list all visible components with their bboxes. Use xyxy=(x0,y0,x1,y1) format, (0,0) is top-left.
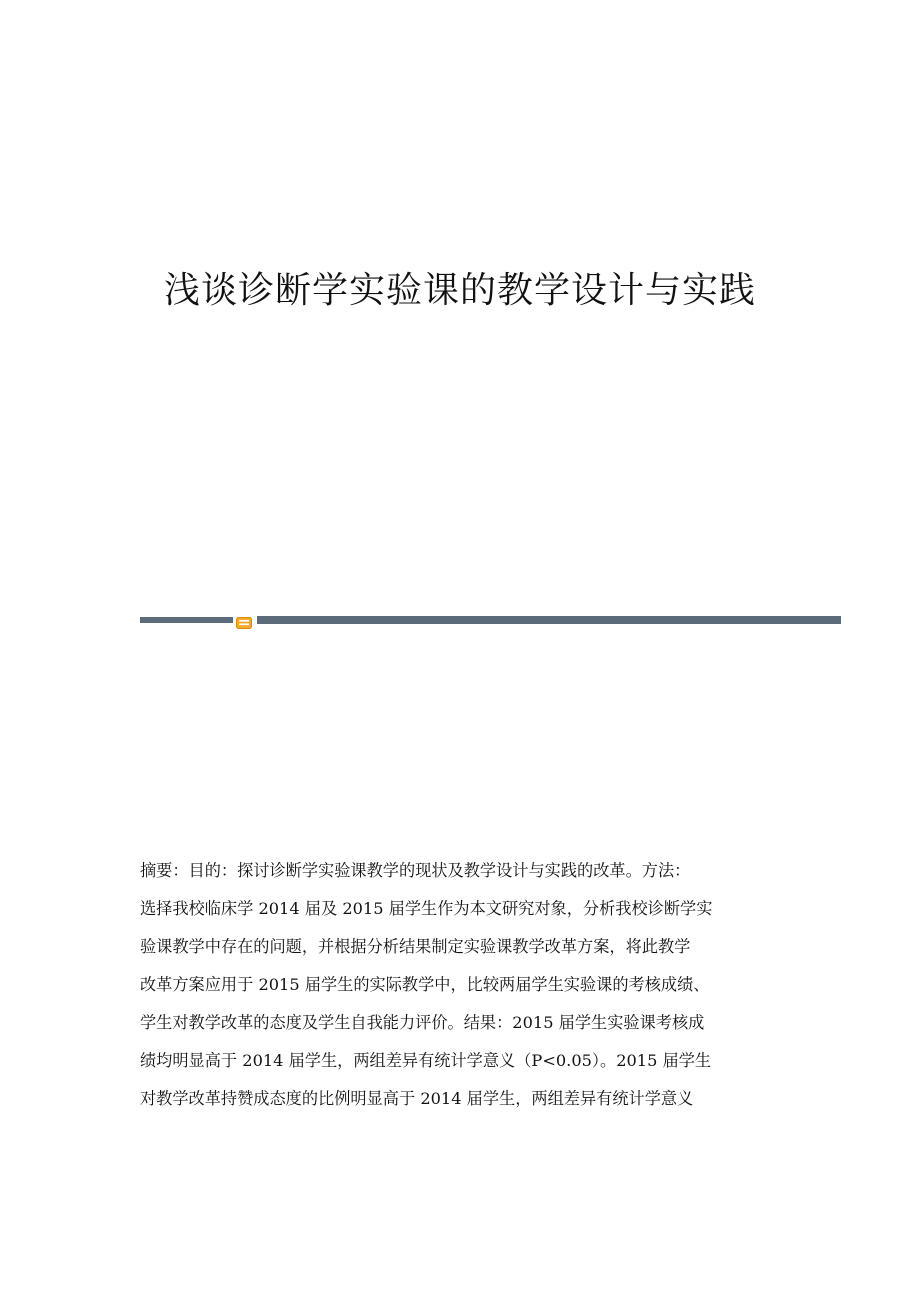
abstract-line: 摘要：目的：探讨诊断学实验课教学的现状及教学设计与实践的改革。方法： xyxy=(140,861,691,880)
abstract-line: 学生对教学改革的态度及学生自我能力评价。结果：2015 届学生实验课考核成 xyxy=(140,1013,705,1032)
abstract-line: 对教学改革持赞成态度的比例明显高于 2014 届学生，两组差异有统计学意义 xyxy=(140,1089,694,1108)
abstract-paragraph xyxy=(140,852,780,1118)
title-divider xyxy=(140,614,841,626)
abstract-line: 选择我校临床学 2014 届及 2015 届学生作为本文研究对象，分析我校诊断学实 xyxy=(140,899,713,918)
page-ornament-icon xyxy=(236,614,252,626)
divider-bar-right xyxy=(257,616,841,624)
abstract-line: 验课教学中存在的问题，并根据分析结果制定实验课教学改革方案，将此教学 xyxy=(140,937,691,956)
abstract-line: 绩均明显高于 2014 届学生，两组差异有统计学意义（P<0.05）。2015 届学生 xyxy=(140,1051,712,1070)
divider-bar-left xyxy=(140,617,233,623)
page-title: 浅谈诊断学实验课的教学设计与实践 xyxy=(163,270,756,311)
abstract-line: 改革方案应用于 2015 届学生的实际教学中，比较两届学生实验课的考核成绩、 xyxy=(140,975,710,994)
